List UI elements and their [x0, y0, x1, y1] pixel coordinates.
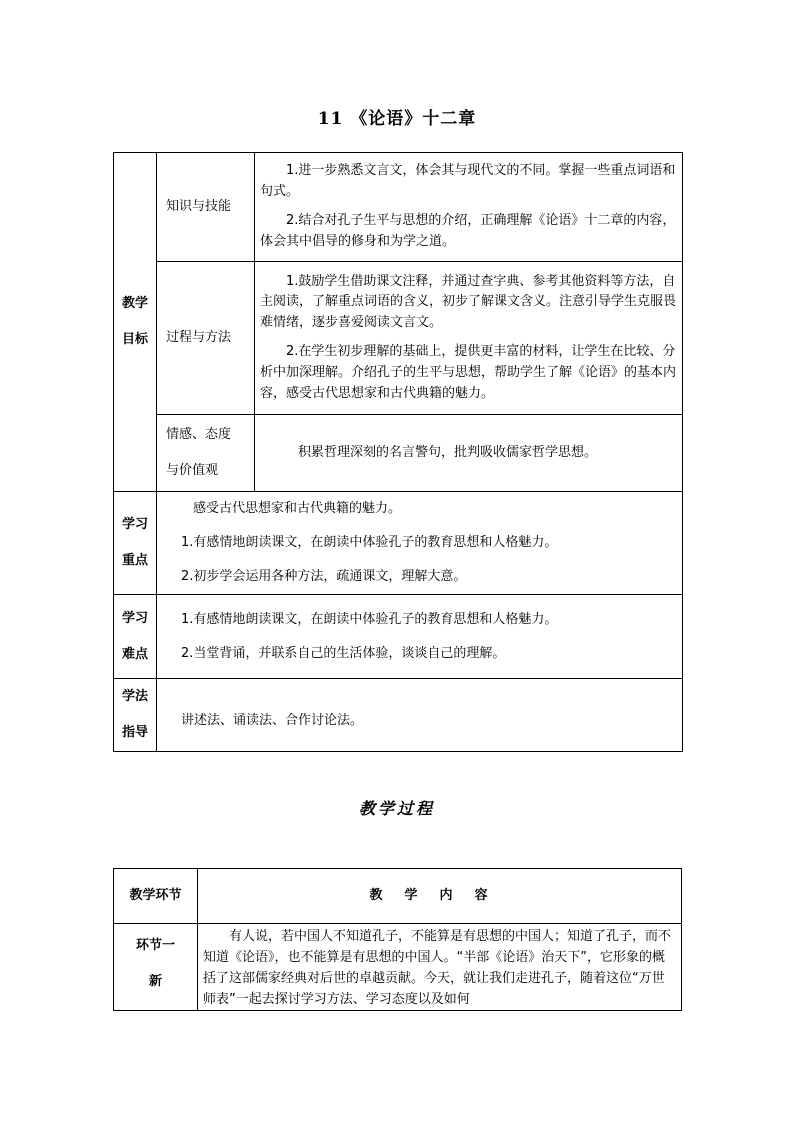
key-point-item: 2.初步学会运用各种方法，疏通课文，理解大意。: [181, 569, 467, 584]
goals-row-label: 过程与方法: [157, 262, 255, 415]
objectives-table: [113, 152, 683, 752]
goals-row-content: [255, 262, 683, 415]
process-header-right: 教学内容: [198, 869, 682, 924]
goals-paragraph: 2.结合对孔子生平与思想的介绍，正确理解《论语》十二章的内容，体会其中倡导的修身和为学之道。: [260, 213, 676, 249]
goals-paragraph: 1.鼓励学生借助课文注释，并通过查字典、参考其他资料等方法，自主阅读，了解重点词语的含义，初步了解课文含义。注意引导学生克服畏难情绪，逐步喜爱阅读文言文。: [260, 273, 677, 331]
key-points-content: [157, 492, 683, 595]
process-row-label-text: 环节一 新: [135, 938, 175, 989]
process-row-content: [198, 924, 682, 1011]
process-row-label: [114, 924, 198, 1011]
process-table: [113, 868, 682, 1011]
goals-row-content: [255, 415, 683, 492]
difficulties-label-text: 学习 难点: [121, 610, 148, 662]
key-points-label-text: 学习 重点: [121, 517, 148, 568]
goals-row-content: [255, 153, 683, 262]
goals-label-text: 教学 目标: [121, 296, 148, 347]
key-points-label: [114, 492, 157, 595]
methods-label: [114, 679, 157, 752]
process-row-text: 有人说，若中国人不知道孔子，不能算是有思想的中国人；知道了孔子，而不知道《论语》，也不能算是有思想的中国人。“半部《论语》治天下”，它形象的概括了这部儒家经典对后世的卓越贡献。今天，就让我们走进孔子，随着这位“万世师表”一起去探讨学习方法、学习态度以及如何: [203, 929, 672, 1007]
goals-paragraph: 积累哲理深刻的名言警句，批判吸收儒家哲学思想。: [298, 444, 598, 460]
goals-paragraph: 2.在学生初步理解的基础上，提供更丰富的材料，让学生在比较、分析中加深理解。介绍孔子的生平与思想，帮助学生了解《论语》的基本内容，感受古代思想家和古代典籍的魅力。: [260, 344, 677, 401]
goals-row-label: 情感、态度 与价值观: [157, 415, 255, 492]
difficulty-item: 2.当堂背诵，并联系自己的生活体验，谈谈自己的理解。: [181, 645, 506, 661]
difficulty-item: 1.有感情地朗读课文，在朗读中体验孔子的教育思想和人格魅力。: [181, 611, 558, 627]
document-title: 11 《论语》十二章: [317, 109, 477, 129]
process-title: 教学过程: [358, 799, 435, 818]
difficulties-content: [157, 595, 683, 679]
key-point-item: 感受古代思想家和古代典籍的魅力。: [193, 501, 402, 516]
goals-row-label: 知识与技能: [157, 153, 255, 262]
methods-content: [157, 679, 683, 752]
goals-paragraph: 1.进一步熟悉文言文，体会其与现代文的不同。掌握一些重点词语和句式。: [260, 163, 676, 200]
methods-label-text: 学法 指导: [121, 689, 148, 740]
process-header-left: 教学环节: [114, 869, 198, 924]
key-point-item: 1.有感情地朗读课文，在朗读中体验孔子的教育思想和人格魅力。: [181, 535, 558, 550]
goals-label: [114, 153, 157, 492]
difficulties-label: [114, 595, 157, 679]
methods-text: 讲述法、诵读法、合作讨论法。: [181, 713, 364, 728]
